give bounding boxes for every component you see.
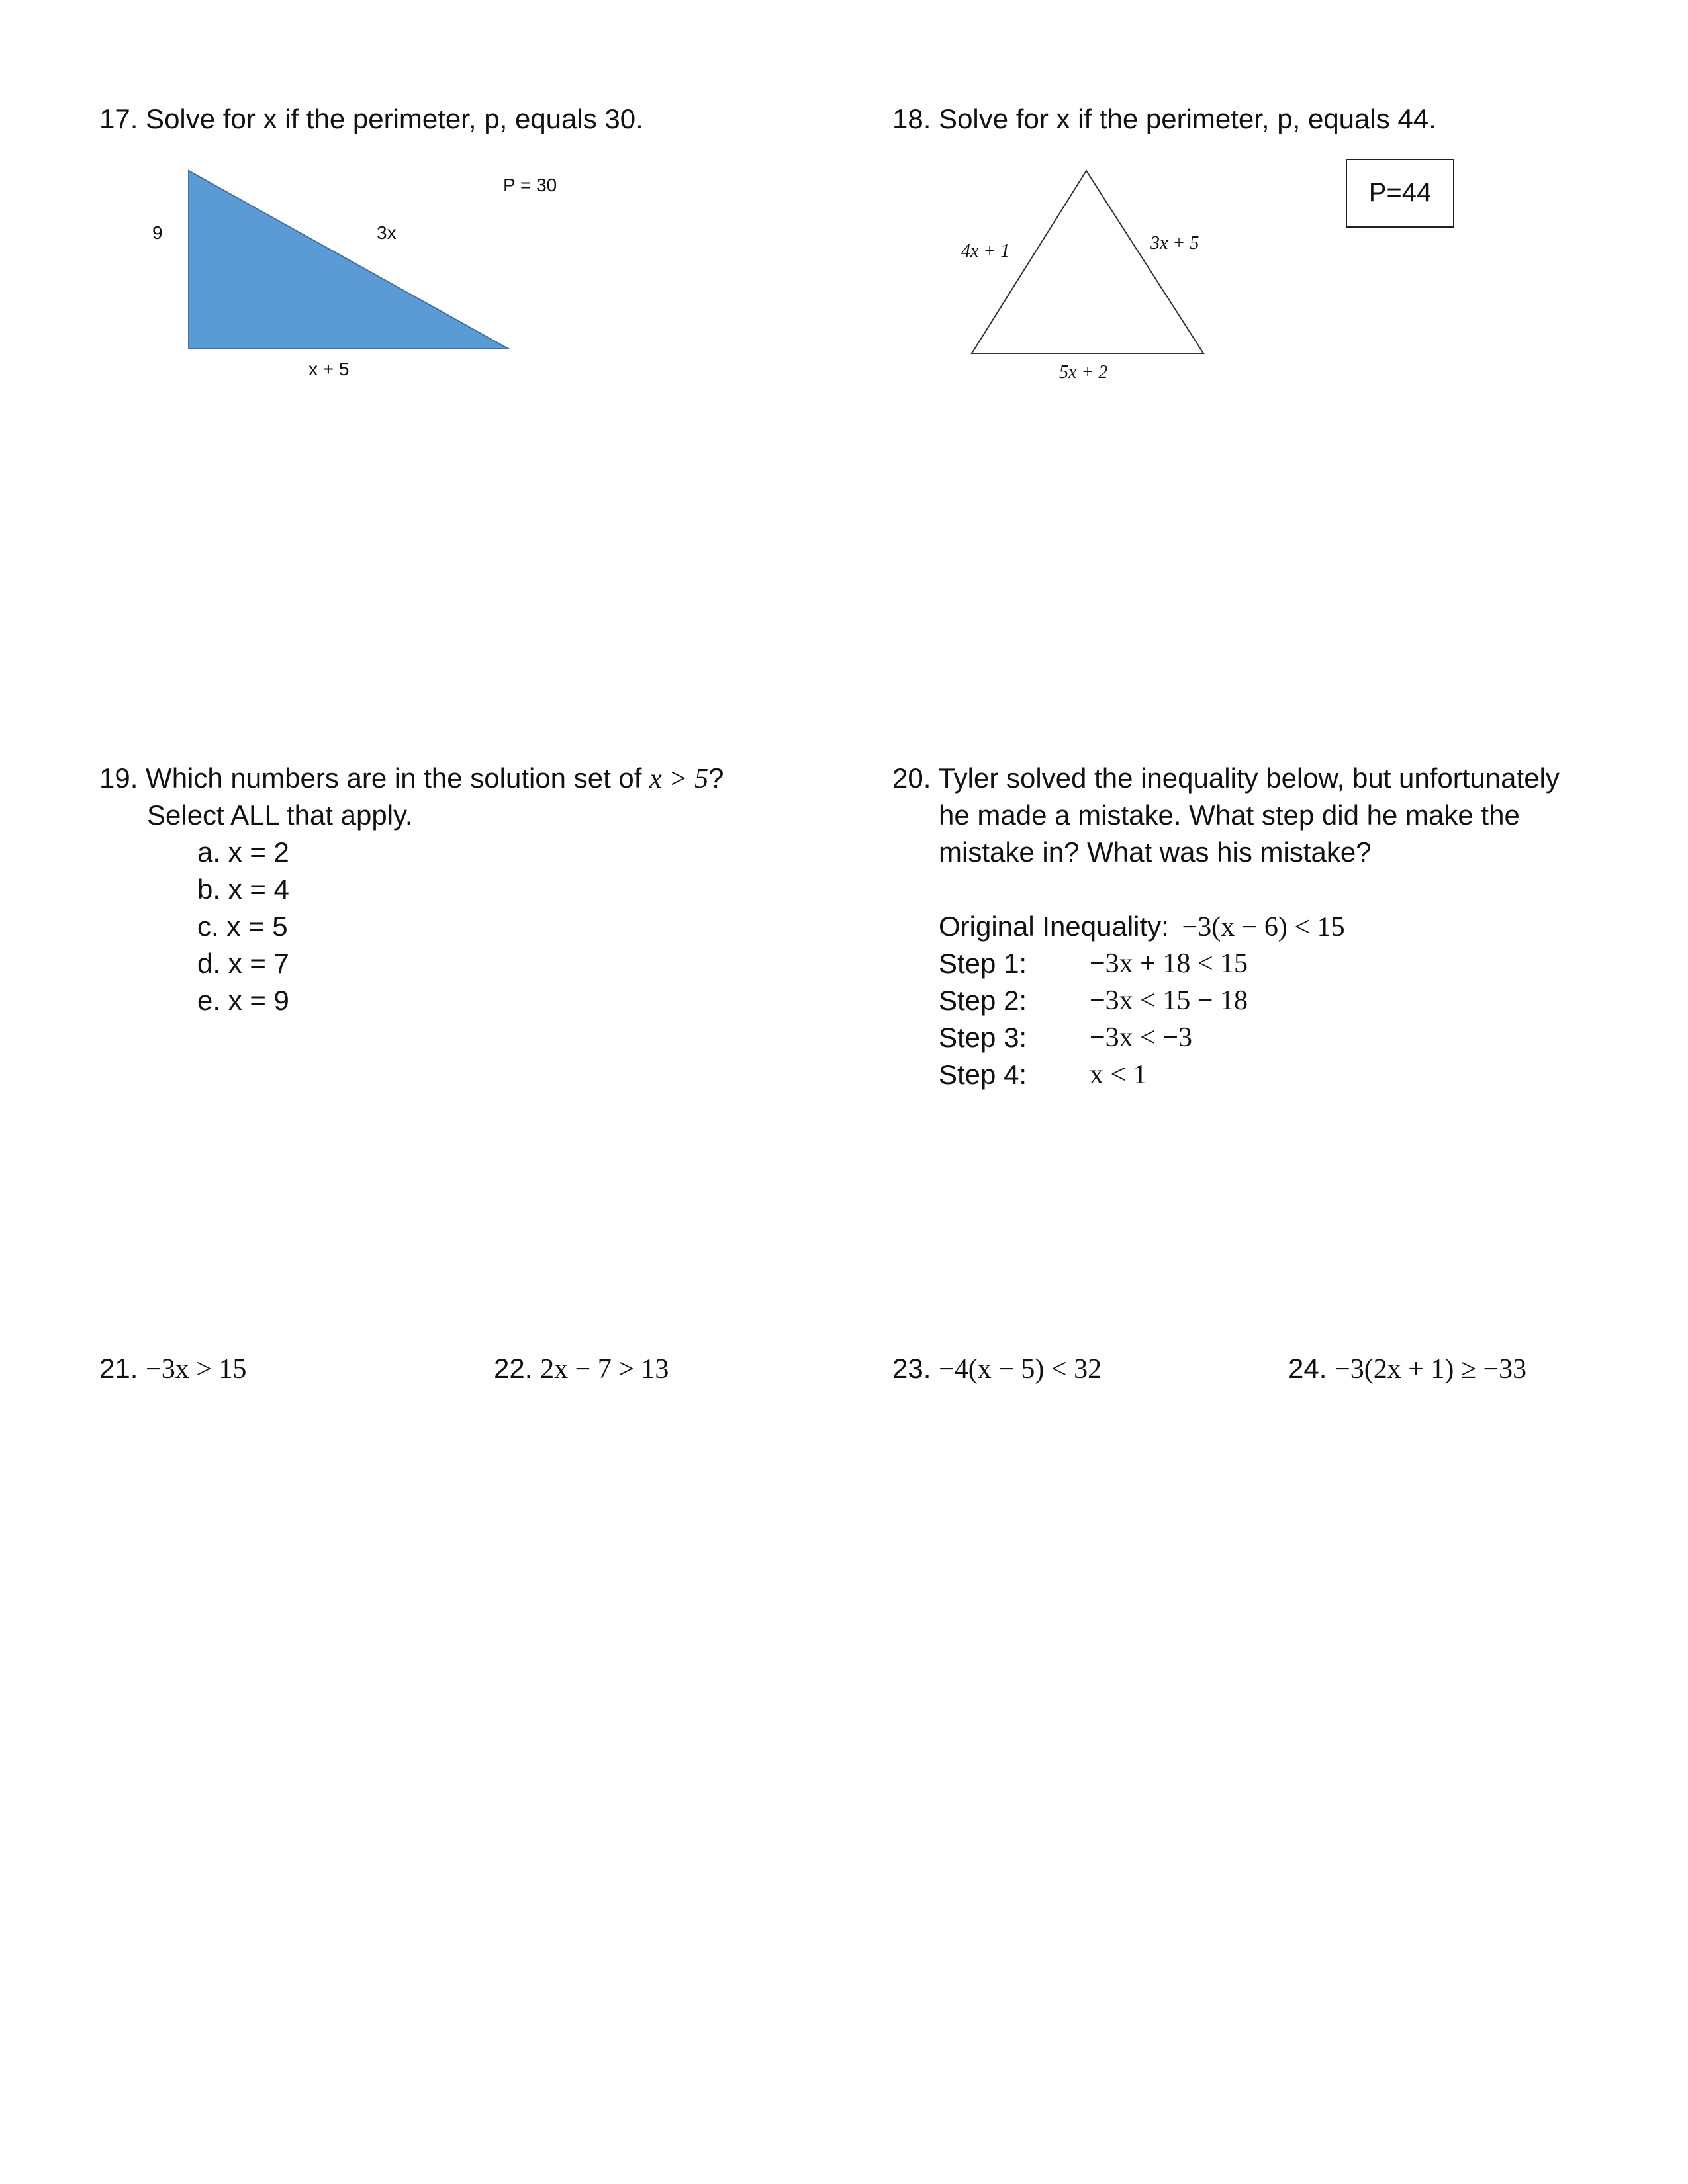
q18-side-bottom-label: 5x + 2 <box>1059 362 1108 383</box>
q24-inequality: −3(2x + 1) ≥ −33 <box>1335 1354 1527 1385</box>
q19-option: c. x = 5 <box>197 911 288 942</box>
q20-original-label: Original Inequality: <box>939 911 1169 942</box>
q20-step-label: Step 2: <box>939 985 1027 1016</box>
q20-original-inequality <box>939 908 1345 946</box>
q23-number: 23. <box>892 1353 931 1384</box>
question-23 <box>892 1350 1102 1388</box>
triangle-figure <box>972 171 1203 353</box>
q17-perimeter-label: P = 30 <box>503 175 557 195</box>
q19-prompt-end: ? <box>708 762 724 794</box>
q20-step-math: −3x < 15 − 18 <box>1090 985 1248 1016</box>
q19-instruction: Select ALL that apply. <box>147 799 413 831</box>
q17-side-left-label: 9 <box>152 222 163 243</box>
right-triangle-figure <box>189 171 508 349</box>
q19-option: e. x = 9 <box>197 985 289 1016</box>
q18-side-left-label: 4x + 1 <box>961 241 1010 261</box>
q18-perimeter-box: P=44 <box>1346 159 1454 228</box>
q21-number: 21. <box>99 1353 138 1384</box>
q24-number: 24. <box>1288 1353 1327 1384</box>
q20-original-math: −3(x − 6) < 15 <box>1182 912 1345 942</box>
q20-step-math: −3x + 18 < 15 <box>1090 948 1248 979</box>
q19-option: d. x = 7 <box>197 948 289 979</box>
q20-step-label: Step 1: <box>939 948 1027 979</box>
q19-option: a. x = 2 <box>197 837 289 868</box>
question-21 <box>99 1350 246 1388</box>
question-20-line-1: 20. Tyler solved the inequality below, but unfortunately <box>892 762 1560 794</box>
q18-side-right-label: 3x + 5 <box>1150 233 1199 253</box>
q22-inequality: 2x − 7 > 13 <box>540 1354 669 1385</box>
question-20-line-2: he made a mistake. What step did he make the <box>939 799 1520 831</box>
q20-step-math: x < 1 <box>1090 1060 1147 1090</box>
q20-step-label: Step 3: <box>939 1022 1027 1053</box>
question-18-prompt: 18. Solve for x if the perimeter, p, equals 44. <box>892 103 1436 134</box>
q22-number: 22. <box>494 1353 533 1384</box>
q20-step-math: −3x < −3 <box>1090 1023 1193 1053</box>
q21-inequality: −3x > 15 <box>146 1354 247 1385</box>
question-19-prompt <box>99 760 724 797</box>
q23-inequality: −4(x − 5) < 32 <box>939 1354 1102 1385</box>
q19-prompt-inequality: x > 5 <box>649 764 709 794</box>
q17-hypotenuse-label: 3x <box>377 222 397 243</box>
q20-step-label: Step 4: <box>939 1059 1027 1090</box>
question-20-line-3: mistake in? What was his mistake? <box>939 837 1372 868</box>
question-22 <box>494 1350 669 1388</box>
q19-option: b. x = 4 <box>197 874 289 905</box>
q19-prompt-text: 19. Which numbers are in the solution set of <box>99 762 642 794</box>
question-24 <box>1288 1350 1526 1388</box>
q17-side-bottom-label: x + 5 <box>308 359 350 379</box>
question-17-prompt: 17. Solve for x if the perimeter, p, equals 30. <box>99 103 643 134</box>
